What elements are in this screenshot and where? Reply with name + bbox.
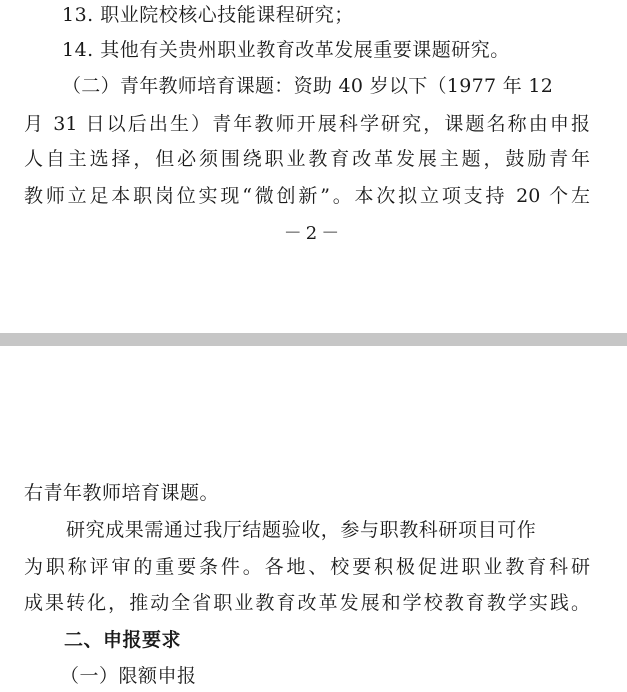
section-heading: 二、申报要求	[64, 629, 182, 651]
page-number: －2－	[283, 223, 344, 244]
list-item-14: 14. 其他有关贵州职业教育改革发展重要课题研究。	[62, 39, 510, 61]
section-paragraph-line-4: 教师立足本职岗位实现“微创新”。本次拟立项支持 20 个左	[24, 185, 590, 207]
document-page-top	[0, 0, 627, 333]
list-item-13: 13. 职业院校核心技能课程研究；	[62, 4, 354, 26]
section-paragraph-line-2: 月 31 日以后出生）青年教师开展科学研究，课题名称由申报	[24, 113, 590, 135]
section-paragraph-line-1: （二）青年教师培育课题：资助 40 岁以下（1977 年 12	[62, 75, 554, 97]
paragraph-line-3: 成果转化，推动全省职业教育改革发展和学校教育教学实践。	[24, 592, 590, 614]
paragraph-line-2: 为职称评审的重要条件。各地、校要积极促进职业教育科研	[24, 556, 590, 578]
continuation-line: 右青年教师培育课题。	[24, 482, 220, 504]
subsection-heading: （一）限额申报	[60, 665, 197, 687]
page-break-divider	[0, 333, 627, 346]
document-page-bottom	[0, 346, 627, 692]
paragraph-line-1: 研究成果需通过我厅结题验收，参与职教科研项目可作	[66, 519, 537, 541]
section-paragraph-line-3: 人自主选择，但必须围绕职业教育改革发展主题，鼓励青年	[24, 148, 590, 170]
